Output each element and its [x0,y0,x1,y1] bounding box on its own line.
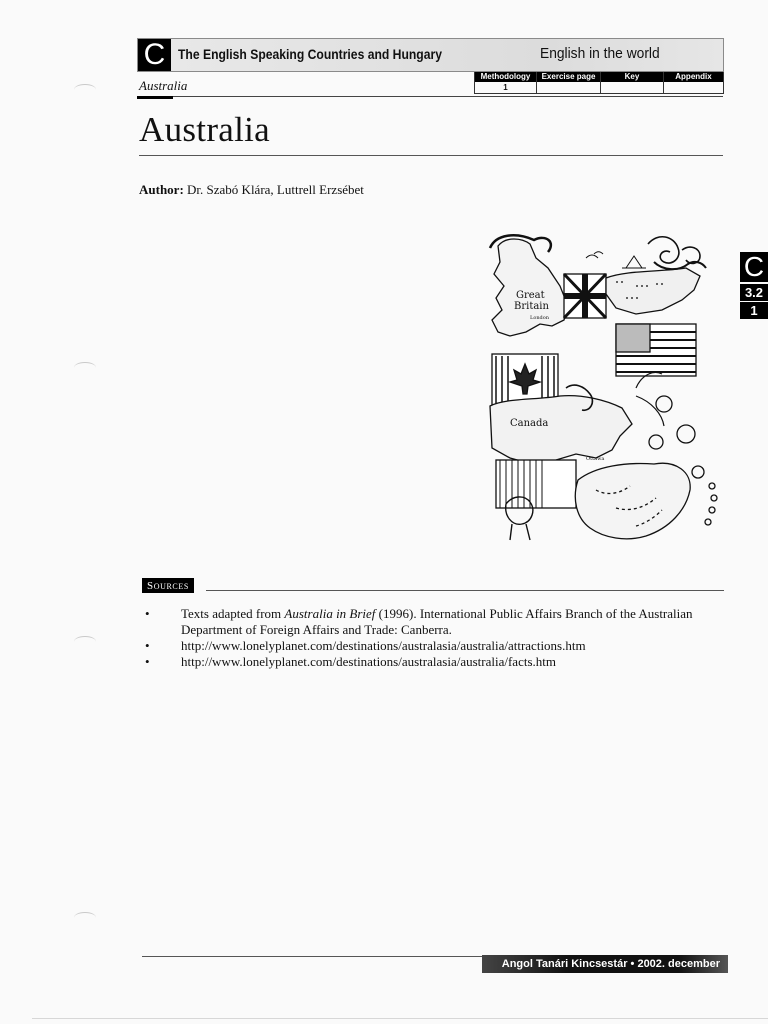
tab-exercise-page[interactable] [536,72,600,94]
source-link[interactable]: http://www.lonelyplanet.com/destinations/australasia/australia/attractions.htm [181,638,586,653]
english-speaking-countries-illustration [486,228,722,550]
series-title: The English Speaking Countries and Hungary [178,47,442,62]
sources-divider [206,590,724,591]
tab-label: Appendix [664,72,723,82]
tab-value: 1 [475,82,536,94]
binder-hole [74,912,96,923]
header-subtitle: English in the world [540,45,660,62]
tab-appendix[interactable] [663,72,724,94]
source-item[interactable] [142,638,722,654]
side-tab-page: 1 [740,302,768,319]
footer-badge: Angol Tanári Kincsestár • 2002. december [482,955,728,973]
label-great-britain-2: Britain [514,301,549,312]
sources-list [142,606,722,670]
sources-heading: Sources [142,578,194,593]
tab-label: Methodology [475,72,536,82]
page-edge-line [32,1018,768,1019]
tab-value [664,82,723,94]
tab-label: Key [601,72,663,82]
tab-value [537,82,600,94]
source-link[interactable]: http://www.lonelyplanet.com/destinations/australasia/australia/facts.htm [181,654,556,669]
source-title: Australia in Brief [284,606,376,621]
label-great-britain-1: Great [516,290,545,301]
navigation-tabs [474,72,724,94]
side-tab-section: 3.2 [740,284,768,301]
source-text: Texts adapted from [181,606,285,621]
label-london: London [530,315,549,321]
author-names: Dr. Szabó Klára, Luttrell Erzsébet [187,182,364,197]
tab-key[interactable] [600,72,663,94]
author-label: Author: [139,182,184,197]
tab-value [601,82,663,94]
side-tab-letter: C [740,252,768,282]
header-divider-mark [137,96,173,99]
title-divider [139,155,723,156]
section-name: Australia [139,78,188,93]
binder-hole [74,636,96,647]
page-title: Australia [139,110,270,149]
label-canada: Canada [510,418,549,429]
tab-methodology[interactable] [474,72,536,94]
binder-hole [74,362,96,373]
source-text: (1996). International Public Affairs Branch of the Australian Department of Foreign Affairs and Trade: Canberra. [181,606,693,637]
author-line [139,182,364,198]
source-item[interactable] [142,654,722,670]
source-item [142,606,722,638]
label-ottawa: Ottawa [586,456,605,462]
section-letter-box: C [138,39,171,71]
binder-hole [74,84,96,95]
tab-label: Exercise page [537,72,600,82]
header-divider [137,96,723,97]
